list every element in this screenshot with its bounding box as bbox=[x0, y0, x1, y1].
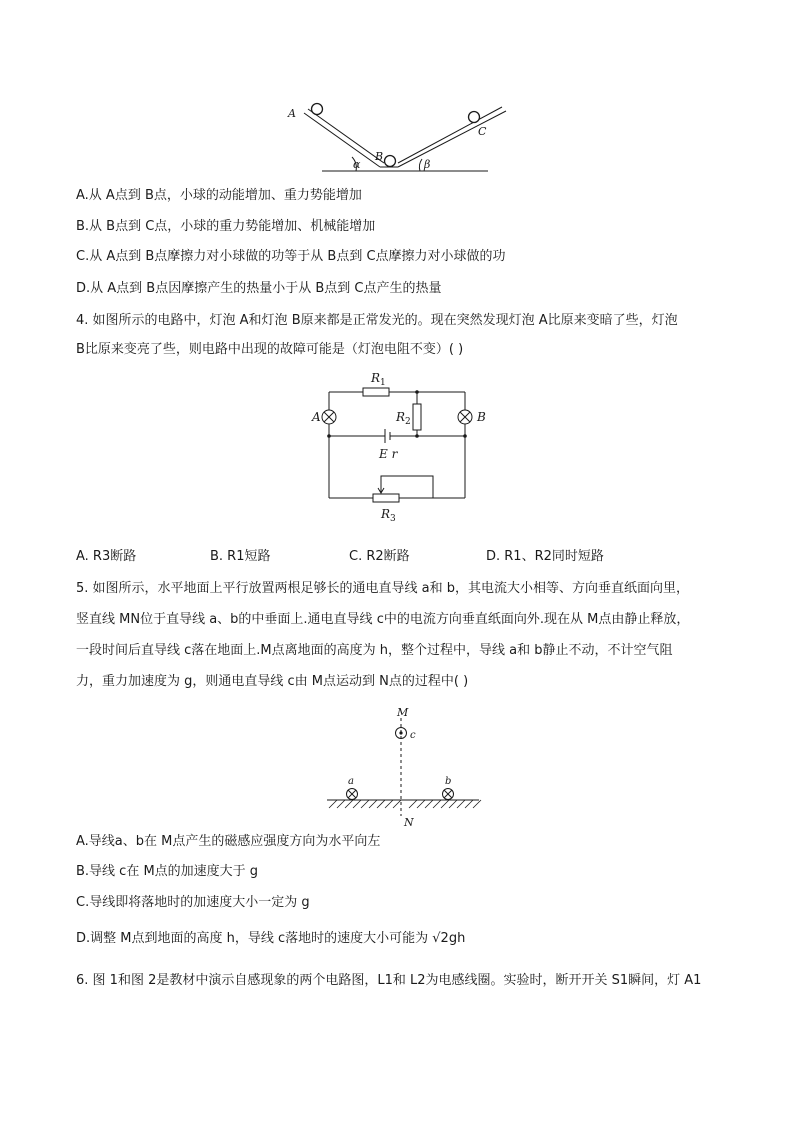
q4-stem-line2: B比原来变亮了些，则电路中出现的故障可能是（灯泡电阻不变）( ) bbox=[76, 342, 464, 357]
R2-label: $R_2$ bbox=[396, 410, 411, 427]
point-M-label: M bbox=[397, 706, 409, 719]
q4-stem-line1: 4. 如图所示的电路中，灯泡 A和灯泡 B原来都是正常发光的。现在突然发现灯泡 A比原来变暗了些，灯泡 bbox=[76, 313, 678, 328]
wire-a-label: a bbox=[348, 776, 354, 787]
ball-A bbox=[312, 104, 323, 115]
q6-stem-line1: 6. 图 1和图 2是教材中演示自感现象的两个电路图，L1和 L2为电感线圈。实验时，断开开关 S1瞬间，灯 A1 bbox=[76, 973, 702, 988]
q5-option-c: C.导线即将落地时的加速度大小一定为 g bbox=[76, 895, 310, 910]
q3-option-c: C.从 A点到 B点摩擦力对小球做的功等于从 B点到 C点摩擦力对小球做的功 bbox=[76, 249, 506, 264]
ball-B bbox=[385, 156, 396, 167]
q5-option-b: B.导线 c在 M点的加速度大于 g bbox=[76, 864, 259, 879]
lamp-A-label: A bbox=[312, 410, 321, 424]
lamp-B-label: B bbox=[477, 410, 486, 424]
q3-option-a: A.从 A点到 B点，小球的动能增加、重力势能增加 bbox=[76, 188, 362, 203]
R3-label: $R_3$ bbox=[381, 507, 396, 524]
q5-wires-figure bbox=[325, 706, 485, 829]
label-alpha: α bbox=[353, 158, 361, 171]
q5-option-a: A.导线a、b在 M点产生的磁感应强度方向为水平向左 bbox=[76, 834, 381, 849]
q4-option-d: D. R1、R2同时短路 bbox=[486, 549, 604, 564]
R1-label: $R_1$ bbox=[371, 371, 386, 388]
q5-stem-line1: 5. 如图所示，水平地面上平行放置两根足够长的通电直导线 a和 b，其电流大小相等、方向垂直纸面向里， bbox=[76, 581, 690, 596]
q4-option-a: A. R3断路 bbox=[76, 549, 137, 564]
label-beta: β bbox=[424, 158, 431, 171]
point-N-label: N bbox=[404, 816, 414, 829]
ball-C bbox=[469, 112, 480, 123]
q5-stem-line4: 力，重力加速度为 g，则通电直导线 c由 M点运动到 N点的过程中( ) bbox=[76, 674, 469, 689]
q5-option-d: D.调整 M点到地面的高度 h，导线 c落地时的速度大小可能为 √2gh bbox=[76, 931, 466, 946]
wire-c-label: c bbox=[410, 730, 416, 741]
q3-option-b: B.从 B点到 C点，小球的重力势能增加、机械能增加 bbox=[76, 219, 376, 234]
label-A: A bbox=[288, 107, 296, 120]
q5-stem-line2: 竖直线 MN位于直导线 a、b的中垂面上.通电直导线 c中的电流方向垂直纸面向外.现在从 M点由静止释放， bbox=[76, 612, 690, 627]
q4-circuit-diagram bbox=[305, 366, 495, 526]
q3-option-d: D.从 A点到 B点因摩擦产生的热量小于从 B点到 C点产生的热量 bbox=[76, 281, 442, 296]
q3-incline-figure bbox=[280, 95, 520, 175]
wire-b-label: b bbox=[445, 776, 452, 787]
battery-Er-label: E r bbox=[379, 447, 398, 461]
label-C: C bbox=[478, 125, 487, 138]
q5-stem-line3: 一段时间后直导线 c落在地面上.M点离地面的高度为 h，整个过程中，导线 a和 b静止不动，不计空气阻 bbox=[76, 643, 673, 658]
label-B: B bbox=[375, 150, 384, 163]
q4-option-c: C. R2断路 bbox=[349, 549, 410, 564]
q4-option-b: B. R1短路 bbox=[210, 549, 271, 564]
